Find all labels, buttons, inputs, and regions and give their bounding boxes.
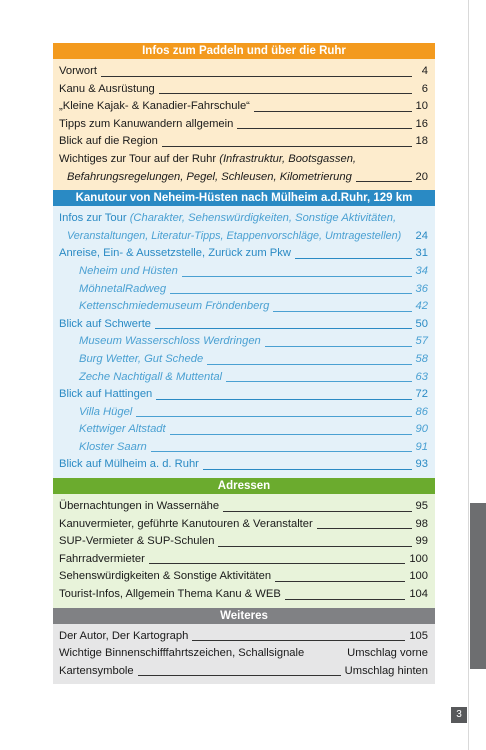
toc-entry[interactable] — [59, 245, 428, 263]
chapter-tab — [470, 503, 486, 669]
toc-entry[interactable] — [59, 516, 428, 534]
toc-entry-page: 18 — [415, 135, 428, 148]
toc-entry-title: Blick auf Mülheim a. d. Ruhr — [59, 458, 199, 471]
toc-entry-title: Übernachtungen in Wassernähe — [59, 500, 220, 513]
toc-entry[interactable] — [59, 116, 428, 134]
leader-line — [295, 258, 412, 259]
toc-entry-page: 86 — [415, 405, 428, 418]
toc-entry-title: Kloster Saarn — [79, 440, 147, 453]
leader-line — [203, 469, 412, 470]
leader-line — [138, 675, 341, 676]
toc-entry-title: Zeche Nachtigall & Muttental — [79, 370, 223, 383]
toc-entry[interactable] — [59, 439, 428, 457]
toc-entry-page: 63 — [415, 370, 428, 383]
toc-entry-page: 58 — [415, 352, 428, 365]
toc-entry[interactable] — [59, 81, 428, 99]
toc-entry[interactable] — [59, 298, 428, 316]
toc-entry-title: Tourist-Infos, Allgemein Thema Kanu & WEB — [59, 588, 281, 601]
leader-line — [265, 346, 412, 347]
toc-entry-page: 6 — [421, 82, 428, 95]
toc-entry-page: 57 — [415, 335, 428, 348]
leader-line — [356, 181, 412, 182]
toc-entry-line — [59, 210, 428, 228]
toc-entry-title: Blick auf Hattingen — [59, 388, 153, 401]
leader-line — [170, 293, 411, 294]
toc-entry[interactable] — [59, 98, 428, 116]
toc-entry-title: Kanuvermieter, geführte Kanutouren & Veranstalter — [59, 517, 313, 530]
toc-entry[interactable] — [59, 421, 428, 439]
toc-entry-title: Tipps zum Kanuwandern allgemein — [59, 117, 234, 130]
toc-entry-title: Sehenswürdigkeiten & Sonstige Aktivitäten — [59, 570, 272, 583]
toc-entry-title: Burg Wetter, Gut Schede — [79, 352, 204, 365]
section-paddling-info — [53, 43, 435, 190]
toc-entry-page: 4 — [421, 65, 428, 77]
toc-entry[interactable] — [59, 133, 428, 151]
toc-entry[interactable] — [59, 586, 428, 604]
page-number: 3 — [451, 707, 467, 723]
leader-line — [226, 381, 412, 382]
leader-line — [155, 328, 412, 329]
section-body — [53, 59, 435, 190]
toc-entry[interactable] — [59, 351, 428, 369]
section-body — [53, 494, 435, 608]
toc-entry[interactable] — [59, 210, 428, 245]
toc-entry-title: Der Autor, Der Kartograph — [59, 629, 189, 642]
toc-entry[interactable] — [59, 568, 428, 586]
toc-entry-title: SUP-Vermieter & SUP-Schulen — [59, 535, 215, 548]
toc-entry-note: (Infrastruktur, Bootsgassen, — [219, 152, 357, 165]
toc-entry-title: Blick auf Schwerte — [59, 317, 152, 330]
toc-entry-title: Museum Wasserschloss Werdringen — [79, 335, 261, 348]
toc-entry-page: 90 — [415, 423, 428, 436]
section-header: Kanutour von Neheim-Hüsten nach Mülheim a.d.Ruhr, 129 km — [53, 190, 435, 206]
toc-entry-title: Fahrradvermieter — [59, 552, 145, 565]
toc-entry[interactable] — [59, 533, 428, 551]
toc-entry-title: Kettwiger Altstadt — [79, 423, 166, 436]
toc-entry-page: 91 — [415, 440, 428, 453]
toc-entry-page: 100 — [409, 552, 428, 565]
leader-line — [254, 111, 412, 112]
toc-entry-page: 20 — [415, 170, 428, 183]
toc-entry-page: 105 — [409, 629, 428, 642]
toc-entry[interactable] — [59, 281, 428, 299]
toc-entry-title: Vorwort — [59, 65, 97, 77]
leader-line — [170, 434, 412, 435]
leader-line — [151, 451, 412, 452]
toc-entry-title: Neheim und Hüsten — [79, 264, 178, 277]
toc-entry-title: „Kleine Kajak- & Kanadier-Fahrschule“ — [59, 100, 250, 113]
toc-entry-title: Wichtige Binnenschifffahrtszeichen, Schallsignale — [59, 647, 305, 660]
toc-entry[interactable] — [59, 369, 428, 387]
leader-line — [218, 546, 411, 547]
page-edge-rule — [468, 0, 469, 750]
toc-entry-title: Wichtiges zur Tour auf der Ruhr — [59, 152, 217, 165]
section-addresses — [53, 478, 435, 608]
leader-line — [273, 311, 411, 312]
toc-entry[interactable] — [59, 63, 428, 81]
section-header: Weiteres — [53, 608, 435, 624]
toc-entry-page: 93 — [415, 458, 428, 471]
toc-entry[interactable] — [59, 551, 428, 569]
toc-entry[interactable] — [59, 404, 428, 422]
leader-line — [149, 563, 406, 564]
toc-entry-page: 16 — [415, 117, 428, 130]
section-header: Adressen — [53, 478, 435, 494]
toc-entry-page: 34 — [415, 264, 428, 277]
leader-line — [192, 640, 405, 641]
toc-entry-title: Anreise, Ein- & Aussetzstelle, Zurück zum Pkw — [59, 247, 291, 260]
toc-entry-page: Umschlag vorne — [347, 647, 428, 660]
toc-entry[interactable] — [59, 263, 428, 281]
leader-line — [237, 128, 411, 129]
toc-entry-title: MöhnetalRadweg — [79, 282, 167, 295]
leader-line — [136, 416, 411, 417]
toc-entry[interactable] — [59, 498, 428, 516]
toc-entry-page: 42 — [415, 300, 428, 313]
leader-line — [156, 399, 411, 400]
leader-line — [275, 581, 405, 582]
toc-entry-note: Veranstaltungen, Literatur-Tipps, Etappenvorschläge, Umtragestellen) — [67, 229, 402, 242]
leader-line — [285, 599, 406, 600]
toc-entry-page: Umschlag hinten — [344, 664, 428, 677]
leader-line — [182, 276, 412, 277]
toc-entry[interactable] — [59, 151, 428, 186]
leader-line — [223, 511, 412, 512]
toc-entry-page: 99 — [415, 535, 428, 548]
section-canoe-tour — [53, 190, 435, 478]
toc-entry-line — [59, 169, 428, 187]
toc-entry-note: Befahrungsregelungen, Pegel, Schleusen, Kilometrierung — [67, 170, 352, 183]
table-of-contents — [53, 43, 435, 684]
leader-line — [159, 93, 412, 94]
toc-entry[interactable] — [59, 386, 428, 404]
toc-entry-title: Kettenschmiedemuseum Fröndenberg — [79, 300, 270, 313]
section-header: Infos zum Paddeln und über die Ruhr — [53, 43, 435, 59]
toc-entry[interactable] — [59, 628, 428, 646]
section-more — [53, 608, 435, 685]
leader-line — [101, 76, 412, 77]
toc-entry-page: 31 — [415, 247, 428, 260]
toc-entry-page: 100 — [409, 570, 428, 583]
toc-entry-page: 50 — [415, 317, 428, 330]
leader-line — [207, 364, 411, 365]
toc-entry-page: 104 — [409, 588, 428, 601]
toc-entry-title: Infos zur Tour — [59, 212, 127, 225]
leader-line — [317, 528, 412, 529]
toc-entry[interactable] — [59, 456, 428, 474]
toc-entry-line — [59, 151, 428, 169]
toc-entry[interactable] — [59, 316, 428, 334]
toc-entry[interactable] — [59, 333, 428, 351]
toc-entry[interactable] — [59, 663, 428, 681]
toc-entry-page: 10 — [415, 100, 428, 113]
toc-entry-line — [59, 228, 428, 246]
toc-entry-note: (Charakter, Sehenswürdigkeiten, Sonstige Aktivitäten, — [129, 212, 397, 225]
toc-entry-title: Blick auf die Region — [59, 135, 158, 148]
section-body — [53, 624, 435, 685]
toc-entry[interactable] — [59, 645, 428, 663]
toc-entry-page: 36 — [415, 282, 428, 295]
toc-entry-title: Kanu & Ausrüstung — [59, 82, 155, 95]
toc-entry-page: 95 — [415, 500, 428, 513]
toc-entry-title: Kartensymbole — [59, 664, 134, 677]
toc-entry-page: 98 — [415, 517, 428, 530]
toc-entry-page: 24 — [415, 229, 428, 242]
toc-entry-page: 72 — [415, 388, 428, 401]
section-body — [53, 206, 435, 478]
toc-entry-title: Villa Hügel — [79, 405, 133, 418]
leader-line — [162, 146, 412, 147]
